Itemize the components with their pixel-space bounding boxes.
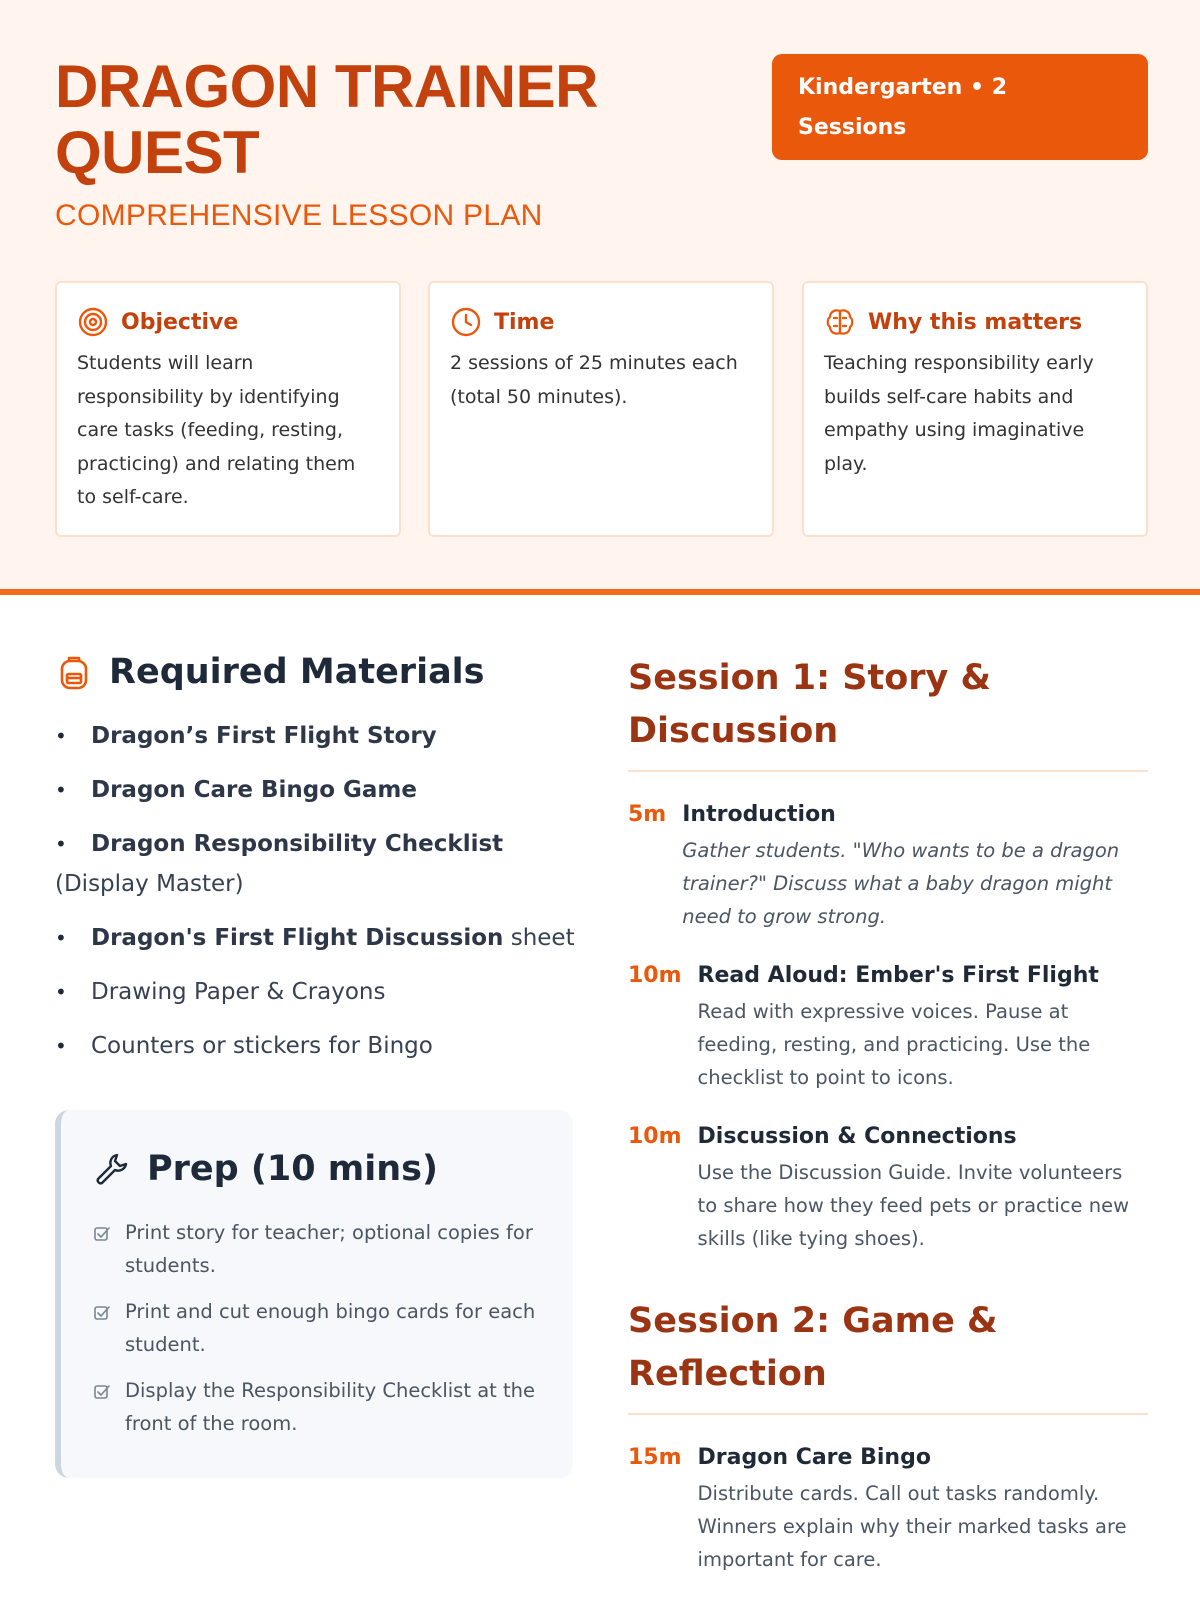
material-name: Dragon’s First Flight Story xyxy=(91,723,437,749)
session-1-title: Session 1: Story & Discussion xyxy=(628,652,1148,772)
why-text: Teaching responsibility early builds self-care habits and empathy using imaginative play. xyxy=(824,352,1094,475)
prep-task: Print and cut enough bingo cards for each student. xyxy=(125,1300,536,1356)
backpack-icon xyxy=(55,653,93,691)
checkbox-icon xyxy=(93,1383,111,1401)
materials-list xyxy=(55,716,575,1080)
list-item xyxy=(55,1026,575,1066)
activity-description: Use the Discussion Guide. Invite volunteers to share how they feed pets or practice new skills (like tying shoes). xyxy=(697,1161,1130,1250)
why-title: Why this matters xyxy=(868,309,1083,335)
activity-description: Gather students. "Who wants to be a dragon trainer?" Discuss what a baby dragon might need to grow strong. xyxy=(682,839,1120,928)
material-note: (Display Master) xyxy=(55,871,244,897)
brain-icon xyxy=(824,306,856,338)
materials-heading xyxy=(55,652,485,692)
material-note: sheet xyxy=(503,925,575,951)
materials-title: Required Materials xyxy=(109,652,485,692)
activity-item xyxy=(628,1120,1148,1255)
activity-title: Dragon Care Bingo xyxy=(697,1445,931,1470)
prep-title: Prep (10 mins) xyxy=(147,1149,438,1189)
objective-title: Objective xyxy=(121,309,239,335)
material-name: Dragon Care Bingo Game xyxy=(91,777,417,803)
activity-duration: 15m xyxy=(628,1445,682,1470)
objective-text: Students will learn responsibility by identifying care tasks (feeding, resting, practicing) and relating them to self-care. xyxy=(77,352,356,508)
activity-duration: 10m xyxy=(628,1124,682,1149)
prep-list xyxy=(93,1216,541,1440)
list-item xyxy=(55,770,575,810)
activity-description: Read with expressive voices. Pause at feeding, resting, and practicing. Use the checklist to point to icons. xyxy=(697,1000,1091,1089)
activity-duration: 10m xyxy=(628,963,682,988)
list-item xyxy=(93,1216,541,1282)
activity-title: Introduction xyxy=(682,802,836,827)
activity-title: Discussion & Connections xyxy=(697,1124,1017,1149)
material-name: Drawing Paper & Crayons xyxy=(91,979,386,1005)
session-2-title: Session 2: Game & Reflection xyxy=(628,1295,1148,1415)
list-item xyxy=(93,1374,541,1440)
prep-task: Print story for teacher; optional copies for students. xyxy=(125,1221,533,1277)
page-title: DRAGON TRAINER QUEST xyxy=(55,53,598,186)
objective-card xyxy=(55,281,401,537)
activity-duration: 5m xyxy=(628,802,667,827)
grade-badge: Kindergarten • 2 Sessions xyxy=(772,54,1148,160)
material-name: Dragon Responsibility Checklist xyxy=(91,831,504,857)
checkbox-icon xyxy=(93,1304,111,1322)
time-card xyxy=(428,281,774,537)
list-item xyxy=(55,824,575,904)
sessions-column xyxy=(628,652,1148,1576)
time-title: Time xyxy=(494,309,555,335)
prep-box xyxy=(55,1110,573,1478)
list-item xyxy=(55,716,575,756)
checkbox-icon xyxy=(93,1225,111,1243)
activity-description: Distribute cards. Call out tasks randomly. Winners explain why their marked tasks are important for care. xyxy=(697,1482,1127,1571)
list-item xyxy=(55,918,575,958)
activity-item xyxy=(628,1441,1148,1576)
wrench-icon xyxy=(93,1150,131,1188)
why-card xyxy=(802,281,1148,537)
header-section xyxy=(0,0,1200,595)
material-name: Dragon's First Flight Discussion xyxy=(91,925,504,951)
activity-title: Read Aloud: Ember's First Flight xyxy=(697,963,1099,988)
activity-item xyxy=(628,798,1148,933)
time-text: 2 sessions of 25 minutes each (total 50 minutes). xyxy=(450,352,738,408)
activity-item xyxy=(628,959,1148,1094)
clock-icon xyxy=(450,306,482,338)
material-name: Counters or stickers for Bingo xyxy=(91,1033,433,1059)
page-subtitle: COMPREHENSIVE LESSON PLAN xyxy=(55,199,543,232)
list-item xyxy=(93,1295,541,1361)
target-icon xyxy=(77,306,109,338)
prep-task: Display the Responsibility Checklist at the front of the room. xyxy=(125,1379,535,1435)
list-item xyxy=(55,972,575,1012)
